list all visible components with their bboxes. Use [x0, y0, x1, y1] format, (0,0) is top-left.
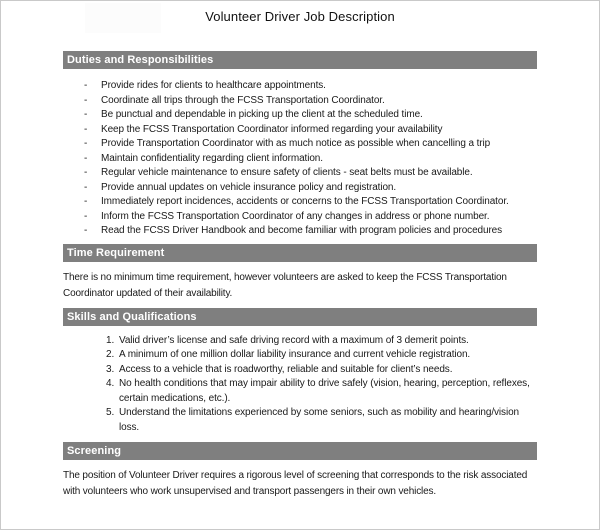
list-item	[63, 210, 537, 225]
list-item-text: Understand the limitations experienced by some seniors, such as mobility and hearing/vision loss.	[119, 407, 520, 433]
list-item	[63, 195, 537, 210]
skills-list	[63, 334, 537, 436]
list-number: 1.	[106, 334, 115, 346]
list-item	[63, 348, 537, 363]
list-item	[63, 363, 537, 378]
time-requirement-paragraph: There is no minimum time requirement, however volunteers are asked to keep the FCSS Transportation Coordinator updated of their availability.	[63, 271, 507, 299]
list-item	[63, 406, 537, 435]
list-number: 3.	[106, 363, 115, 375]
list-number: 4.	[106, 378, 115, 389]
list-item-text: Read the FCSS Driver Handbook and become familiar with program policies and procedures	[101, 225, 503, 236]
duties-list	[63, 79, 537, 239]
list-item-text: Maintain confidentiality regarding client information.	[101, 152, 323, 164]
list-item-text: Be punctual and dependable in picking up the client at the scheduled time.	[101, 109, 423, 120]
list-dash: -	[84, 196, 88, 207]
list-item-text: Provide rides for clients to healthcare appointments.	[101, 80, 326, 91]
list-dash: -	[84, 167, 88, 178]
section-heading-duties: Duties and Responsibilities	[63, 51, 537, 69]
section-heading-screening: Screening	[63, 442, 537, 460]
list-item-text: Access to a vehicle that is roadworthy, reliable and suitable for client’s needs.	[119, 363, 453, 375]
faded-logo	[85, 3, 161, 33]
list-item	[63, 181, 537, 196]
list-item	[63, 377, 537, 406]
list-dash: -	[84, 152, 88, 164]
list-item	[63, 334, 537, 349]
list-item-text: Provide Transportation Coordinator with as much notice as possible when cancelling a trip	[101, 138, 491, 149]
section-heading-skills: Skills and Qualifications	[63, 308, 537, 326]
list-item	[63, 123, 537, 138]
list-item	[63, 94, 537, 109]
list-dash: -	[84, 80, 88, 91]
list-item	[63, 152, 537, 167]
list-dash: -	[84, 138, 88, 149]
list-dash: -	[84, 210, 88, 222]
list-item	[63, 224, 537, 239]
list-item-text: Valid driver’s license and safe driving record with a maximum of 3 demerit points.	[119, 334, 469, 346]
list-item-text: Provide annual updates on vehicle insurance policy and registration.	[101, 181, 397, 193]
list-item	[63, 79, 537, 94]
list-item	[63, 137, 537, 152]
list-dash: -	[84, 109, 88, 120]
list-dash: -	[84, 181, 88, 193]
list-dash: -	[84, 94, 88, 106]
list-item-text: A minimum of one million dollar liability insurance and current vehicle registration.	[119, 349, 471, 360]
list-item-text: Immediately report incidences, accidents or concerns to the FCSS Transportation Coordinator.	[101, 196, 509, 207]
list-item-text: Inform the FCSS Transportation Coordinator of any changes in address or phone number.	[101, 210, 490, 222]
screening-paragraph: The position of Volunteer Driver requires a rigorous level of screening that corresponds to the risk associated with volunteers who work unsupervised and transport passengers in their own vehicles.	[63, 470, 528, 497]
page-title: Volunteer Driver Job Description	[205, 9, 395, 24]
document-body	[63, 51, 537, 500]
list-dash: -	[84, 225, 88, 236]
list-item-text: No health conditions that may impair ability to drive safely (vision, hearing, perception, reflexes, certain medications, etc.).	[119, 378, 530, 404]
list-item-text: Keep the FCSS Transportation Coordinator informed regarding your availability	[101, 123, 443, 135]
list-item	[63, 166, 537, 181]
list-item-text: Coordinate all trips through the FCSS Transportation Coordinator.	[101, 94, 385, 106]
list-number: 5.	[106, 407, 115, 418]
list-number: 2.	[106, 349, 115, 360]
section-heading-time-requirement: Time Requirement	[63, 244, 537, 262]
list-item	[63, 108, 537, 123]
list-item-text: Regular vehicle maintenance to ensure safety of clients - seat belts must be available.	[101, 167, 473, 178]
list-dash: -	[84, 123, 88, 135]
